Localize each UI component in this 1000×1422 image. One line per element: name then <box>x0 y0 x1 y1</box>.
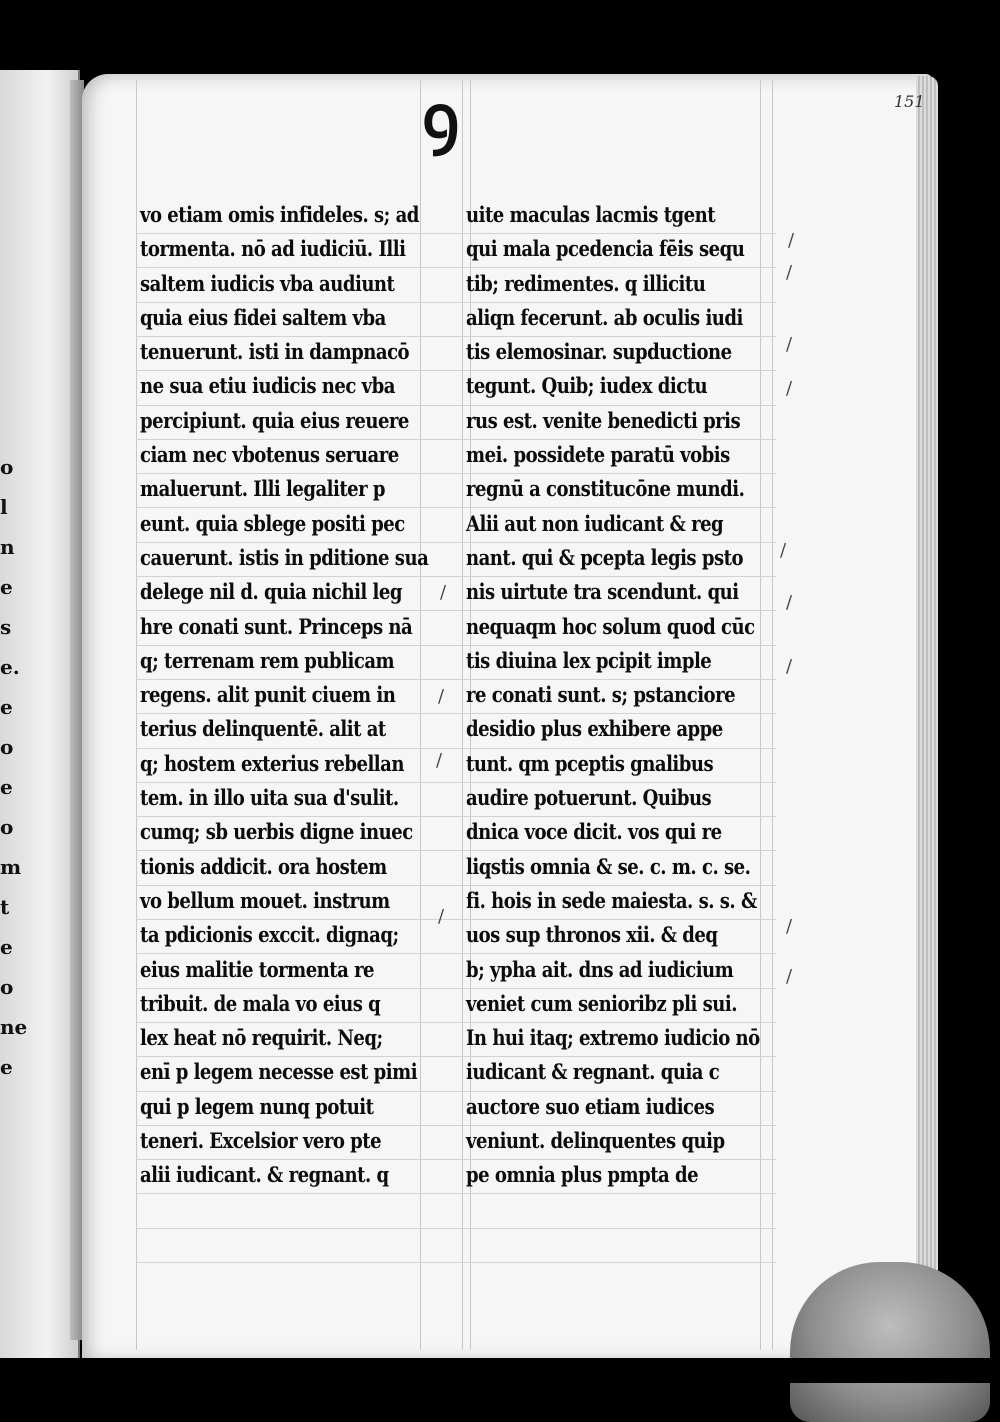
text-line: vo bellum mouet. instrum <box>140 887 390 913</box>
left-text-column <box>140 198 443 1193</box>
text-line: quia eius fidei saltem vba <box>140 304 386 330</box>
page-stack-edge <box>916 76 938 1356</box>
text-line: hre conati sunt. Princeps nā <box>140 613 413 639</box>
text-line: rus est. venite benedicti pris <box>466 407 741 433</box>
text-line: percipiunt. quia eius reuere <box>140 407 409 433</box>
text-line: uite maculas lacmis tgent <box>466 202 716 227</box>
text-line: nant. qui & pcepta legis psto <box>466 544 743 570</box>
text-line: nequaqm hoc solum quod cūc <box>466 613 755 639</box>
left-page-text-fragment: n <box>0 535 15 559</box>
text-line: mei. possidete paratū vobis <box>466 442 730 468</box>
margin-stroke: / <box>786 966 793 987</box>
ruling-line <box>136 1228 776 1229</box>
text-line: eius malitie tormenta re <box>140 956 375 982</box>
text-line: eunt. quia sblege positi pec <box>140 510 405 536</box>
margin-stroke: / <box>786 262 793 283</box>
text-line: nis uirtute tra scendunt. qui <box>466 579 739 605</box>
left-page-text-fragment: m <box>0 855 22 879</box>
text-line: qui mala pcedencia fēis sequ <box>466 236 745 262</box>
left-page-text-fragment: e. <box>0 655 20 679</box>
text-line: tegunt. Quib; iudex dictu <box>466 373 708 399</box>
left-page-text-fragment: e <box>0 575 13 599</box>
text-line: q; terrenam rem publicam <box>140 647 395 673</box>
left-page-text-fragment: o <box>0 735 14 759</box>
text-line: lex heat nō requirit. Neq; <box>140 1025 383 1051</box>
text-line: uos sup thronos xii. & deq <box>466 922 718 948</box>
left-page-text-fragment: s <box>0 615 12 639</box>
text-line: veniunt. delinquentes quip <box>466 1128 725 1154</box>
text-line: tunt. qm pceptis gnalibus <box>466 750 714 776</box>
left-page-text-fragment: o <box>0 815 14 839</box>
text-line: ta pdicionis exccit. dignaq; <box>140 922 399 948</box>
text-line: saltem iudicis vba audiunt <box>140 270 395 296</box>
text-line: regnū a constitucōne mundi. <box>466 476 745 502</box>
left-page-text-fragment: ne <box>0 1015 28 1039</box>
left-page-text-fragment: e <box>0 695 13 719</box>
margin-stroke: / <box>438 686 445 707</box>
margin-stroke: / <box>438 906 445 927</box>
text-line: auctore suo etiam iudices <box>466 1093 715 1119</box>
text-line: tem. in illo uita sua d'sulit. <box>140 785 399 811</box>
text-line: tib; redimentes. q illicitu <box>466 270 706 296</box>
text-line: iudicant & regnant. quia c <box>466 1059 720 1085</box>
text-line: ne sua etiu iudicis nec vba <box>140 373 395 399</box>
text-line: dnica voce dicit. vos qui re <box>466 819 722 845</box>
ruling-line <box>136 1193 776 1194</box>
left-page-text-fragment: t <box>0 895 10 919</box>
text-line: teneri. Excelsior vero pte <box>140 1128 382 1154</box>
margin-stroke: / <box>786 656 793 677</box>
margin-stroke: / <box>788 230 795 251</box>
quire-mark: ꝯ <box>422 81 460 156</box>
text-line: cauerunt. istis in pditione sua <box>140 544 429 570</box>
margin-stroke: / <box>786 334 793 355</box>
left-page-text-fragment: e <box>0 1055 13 1079</box>
margin-stroke: / <box>786 378 793 399</box>
bottom-shadow <box>0 1358 1000 1383</box>
text-line: maluerunt. Illi legaliter p <box>140 476 386 502</box>
text-line: tis diuina lex pcipit imple <box>466 647 712 673</box>
margin-stroke: / <box>786 916 793 937</box>
margin-stroke: / <box>780 540 787 561</box>
text-line: regens. alit punit ciuem in <box>140 682 396 708</box>
text-line: enī p legem necesse est pimi <box>140 1059 418 1085</box>
text-line: tribuit. de mala vo eius q <box>140 990 381 1016</box>
left-page-text-fragment: l <box>0 495 8 519</box>
text-line: q; hostem exterius rebellan <box>140 750 404 776</box>
text-line: liqstis omnia & se. c. m. c. se. <box>466 853 751 879</box>
text-line: veniet cum senioribz pli sui. <box>466 990 737 1016</box>
text-line: tormenta. nō ad iudiciū. Illi <box>140 236 406 262</box>
folio-number: 151 <box>894 92 925 111</box>
text-line: delege nil d. quia nichil leg <box>140 579 402 605</box>
margin-stroke: / <box>436 750 443 771</box>
left-page-text-fragment: e <box>0 935 13 959</box>
text-line: desidio plus exhibere appe <box>466 716 723 742</box>
text-line: tis elemosinar. supductione <box>466 339 732 365</box>
thumb <box>790 1262 990 1422</box>
margin-stroke: / <box>440 582 447 603</box>
text-line: re conati sunt. s; pstanciore <box>466 682 736 708</box>
text-line: aliqn fecerunt. ab oculis iudi <box>466 304 743 330</box>
margin-stroke: / <box>786 592 793 613</box>
text-line: b; ypha ait. dns ad iudicium <box>466 956 734 982</box>
left-page-text-fragment: e <box>0 775 13 799</box>
text-line: Alii aut non iudicant & reg <box>466 510 724 536</box>
text-line: fi. hois in sede maiesta. s. s. & <box>466 887 757 913</box>
text-line: terius delinquentē. alit at <box>140 716 386 742</box>
left-page-text-fragment: o <box>0 975 14 999</box>
text-line: cumq; sb uerbis digne inuec <box>140 819 413 845</box>
ruling-line <box>136 1262 776 1263</box>
left-page-text-fragment: o <box>0 455 14 479</box>
text-line: tenuerunt. isti in dampnacō <box>140 339 410 365</box>
text-line: vo etiam omis infideles. s; ad <box>140 202 419 227</box>
right-text-column <box>466 198 766 1193</box>
text-line: tionis addicit. ora hostem <box>140 853 387 879</box>
text-line: alii iudicant. & regnant. q <box>140 1162 389 1188</box>
text-line: pe omnia plus pmpta de <box>466 1162 699 1188</box>
text-line: audire potuerunt. Quibus <box>466 785 712 811</box>
text-line: ciam nec vbotenus seruare <box>140 442 399 468</box>
text-line: qui p legem nunq potuit <box>140 1093 374 1119</box>
text-line: In hui itaq; extremo iudicio nō <box>466 1025 760 1051</box>
